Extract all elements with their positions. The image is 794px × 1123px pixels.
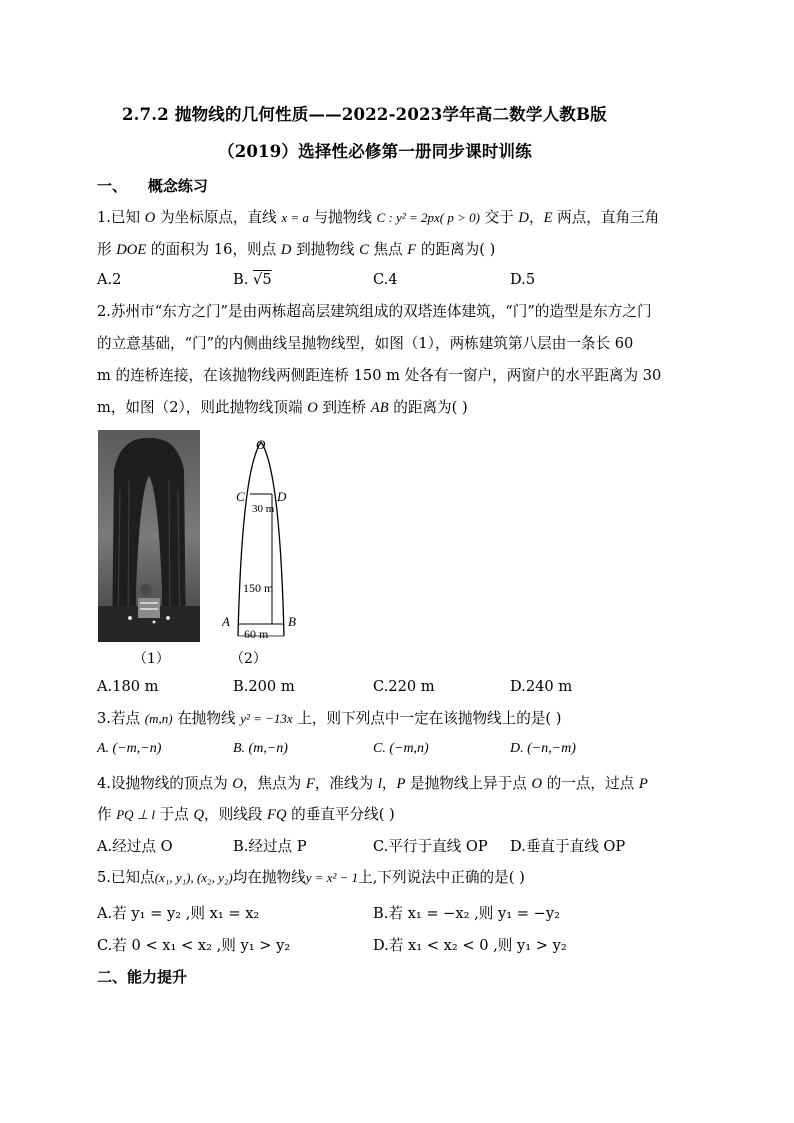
gate-photo bbox=[98, 430, 200, 642]
label-150m: 150 m bbox=[243, 581, 274, 595]
q1-option-a[interactable]: A.2 bbox=[97, 271, 122, 288]
section-heading-concept: 一、 概念练习 bbox=[97, 177, 208, 195]
label-o: O bbox=[256, 437, 266, 452]
q4-option-d[interactable]: D.垂直于直线 OP bbox=[510, 838, 626, 855]
label-a: A bbox=[222, 614, 230, 629]
q2-line3: m 的连桥连接，在该抛物线两侧距连桥 150 m 处各有一窗户，两窗户的水平距离为 30 bbox=[97, 367, 662, 384]
q4-option-c[interactable]: C.平行于直线 OP bbox=[373, 838, 488, 855]
q1-line1: 1.已知 O 为坐标原点，直线 x = a 与抛物线 C : y² = 2px( p > 0) 交于 D，E 两点，直角三角 bbox=[97, 209, 660, 226]
q3-option-c[interactable]: C. (−m,n) bbox=[373, 741, 429, 756]
q1-option-b[interactable]: B. √5 bbox=[233, 271, 272, 288]
figure-1-caption: （1） bbox=[133, 651, 170, 667]
q2-line4: m，如图（2），则此抛物线顶端 O 到连桥 AB 的距离为( ) bbox=[97, 399, 468, 416]
q5-option-c[interactable]: C.若 0 < x₁ < x₂ ,则 y₁ > y₂ bbox=[97, 937, 291, 954]
q1-option-c[interactable]: C.4 bbox=[373, 271, 398, 288]
q1-option-d[interactable]: D.5 bbox=[510, 271, 536, 288]
label-30m: 30 m bbox=[252, 503, 275, 515]
q2-line2: 的立意基础，“门”的内侧曲线呈抛物线型，如图（1），两栋建筑第八层由一条长 60 bbox=[97, 335, 634, 352]
parabola-diagram bbox=[222, 430, 312, 670]
label-d: D bbox=[277, 489, 287, 504]
q4-option-b[interactable]: B.经过点 P bbox=[233, 838, 307, 855]
q2-option-d[interactable]: D.240 m bbox=[510, 678, 573, 695]
label-b: B bbox=[288, 614, 296, 629]
q1-line2: 形 DOE 的面积为 16，则点 D 到抛物线 C 焦点 F 的距离为( ) bbox=[97, 241, 496, 258]
q2-option-c[interactable]: C.220 m bbox=[373, 678, 435, 695]
q2-option-b[interactable]: B.200 m bbox=[233, 678, 295, 695]
page-title-line2: （2019）选择性必修第一册同步课时训练 bbox=[218, 142, 532, 161]
q2-line1: 2.苏州市“东方之门”是由两栋超高层建筑组成的双塔连体建筑，“门”的造型是东方之门 bbox=[97, 303, 652, 320]
section-heading-ability: 二、能力提升 bbox=[97, 968, 188, 986]
q5-option-b[interactable]: B.若 x₁ = −x₂ ,则 y₁ = −y₂ bbox=[373, 905, 560, 922]
label-60m: 60 m bbox=[244, 627, 269, 641]
q4-line1: 4.设抛物线的顶点为 O，焦点为 F，准线为 l，P 是抛物线上异于点 O 的一点，过点 P bbox=[97, 775, 648, 792]
q3-option-a[interactable]: A. (−m,−n) bbox=[97, 741, 162, 756]
q5-option-a[interactable]: A.若 y₁ = y₂ ,则 x₁ = x₂ bbox=[97, 905, 260, 922]
q3-option-b[interactable]: B. (m,−n) bbox=[233, 741, 288, 756]
q4-line2: 作 PQ ⊥ l 于点 Q，则线段 FQ 的垂直平分线( ) bbox=[97, 806, 395, 823]
q4-option-a[interactable]: A.经过点 O bbox=[97, 838, 173, 855]
q2-option-a[interactable]: A.180 m bbox=[97, 678, 159, 695]
q5-line1: 5.已知点(x₁, y₁), (x₂, y₂)均在抛物线y = x² − 1上,下列说法中正确的是( ) bbox=[97, 869, 525, 886]
page-title-line1: 2.7.2 抛物线的几何性质——2022-2023学年高二数学人教B版 bbox=[122, 105, 607, 124]
label-c: C bbox=[236, 489, 245, 504]
q3-option-d[interactable]: D. (−n,−m) bbox=[510, 741, 576, 756]
q3-line1: 3.若点 (m,n) 在抛物线 y² = −13x 上，则下列点中一定在该抛物线上的是( ) bbox=[97, 710, 562, 727]
figure-2-caption: （2） bbox=[230, 651, 267, 667]
q5-option-d[interactable]: D.若 x₁ < x₂ < 0 ,则 y₁ > y₂ bbox=[373, 937, 567, 954]
